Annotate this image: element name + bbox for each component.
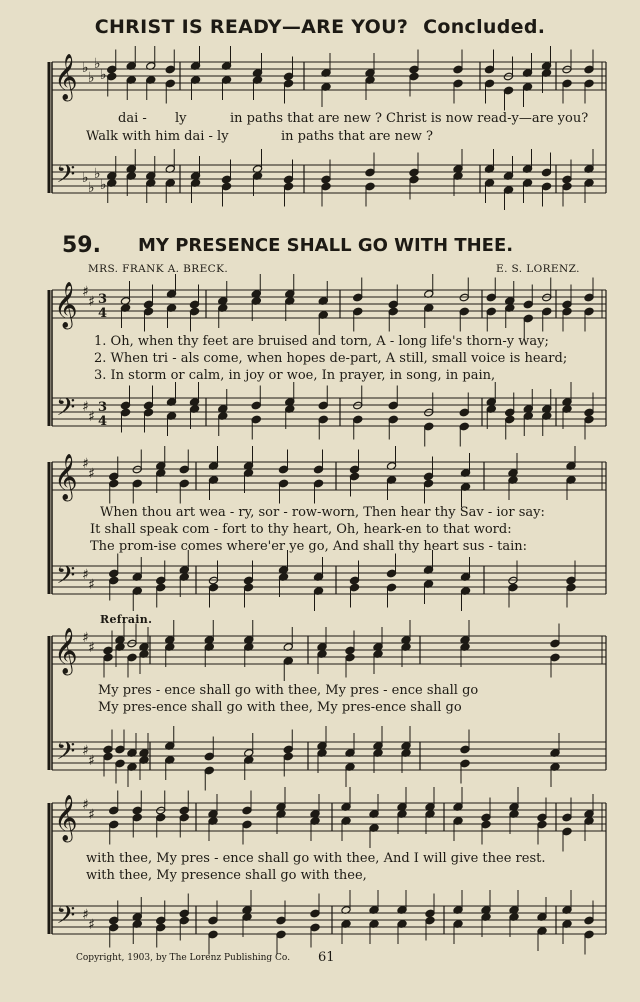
time-signature-icon: 4: [98, 306, 108, 321]
treble-clef-icon: 𝄞: [54, 628, 78, 674]
key-signature-icon: ♯: [88, 409, 95, 425]
verse-1-line-b: When thou art wea - ry, sor - row-worn, Then hear thy Sav - ior say:: [100, 505, 545, 520]
bass-clef-icon: 𝄢: [56, 561, 76, 596]
treble-clef-icon: 𝄞: [54, 54, 78, 100]
lyric-fragment: in paths that are new ?: [281, 129, 433, 144]
time-signature-icon: 4: [98, 414, 108, 429]
key-signature-icon: ♯: [82, 456, 89, 472]
bass-clef-icon: 𝄢: [56, 160, 76, 195]
key-signature-icon: ♯: [88, 466, 95, 482]
key-signature-icon: ♯: [88, 917, 95, 933]
treble-clef-icon: 𝄞: [54, 282, 78, 328]
lyricist-credit: MRS. FRANK A. BRECK.: [88, 263, 229, 275]
key-signature-icon: ♯: [82, 399, 89, 415]
treble-clef-icon: 𝄞: [54, 795, 78, 841]
key-signature-icon: ♯: [82, 907, 89, 923]
key-signature-icon: ♯: [82, 567, 89, 583]
continued-hymn-title: [0, 16, 640, 38]
verse-3-line-a: 3. In storm or calm, in joy or woe, In prayer, in song, in pain,: [94, 368, 496, 383]
key-signature-icon: ♯: [88, 753, 95, 769]
refrain-line-b-1: with thee, My pres - ence shall go with thee, And I will give thee rest.: [86, 851, 546, 866]
key-signature-icon: ♭: [82, 170, 89, 186]
concluded-label: Concluded.: [423, 16, 546, 38]
lyric-fragment: dai -: [118, 111, 147, 126]
key-signature-icon: ♯: [88, 577, 95, 593]
key-signature-icon: ♭: [88, 70, 95, 86]
lyric-fragment: Walk with him dai - ly: [86, 129, 229, 144]
key-signature-icon: ♭: [94, 166, 101, 182]
refrain-line-a-1: My pres - ence shall go with thee, My pres - ence shall go: [98, 683, 479, 698]
bass-clef-icon: 𝄢: [56, 393, 76, 428]
key-signature-icon: ♭: [88, 180, 95, 196]
verse-3-line-b: The prom-ise comes where'er ye go, And shall thy heart sus - tain:: [90, 539, 528, 554]
key-signature-icon: ♯: [82, 284, 89, 300]
refrain-line-a-2: My pres-ence shall go with thee, My pres-ence shall go: [98, 700, 462, 715]
time-signature-icon: 3: [98, 400, 108, 415]
verse-1-line-a: 1. Oh, when thy feet are bruised and torn, A - long life's thorn-y way;: [94, 334, 549, 349]
refrain-label: Refrain.: [100, 613, 153, 626]
key-signature-icon: ♯: [88, 640, 95, 656]
key-signature-icon: ♭: [94, 56, 101, 72]
bass-clef-icon: 𝄢: [56, 901, 76, 936]
verse-2-line-a: 2. When tri - als come, when hopes de-part, A still, small voice is heard;: [94, 351, 568, 366]
key-signature-icon: ♯: [82, 630, 89, 646]
time-signature-icon: 3: [98, 292, 108, 307]
page-number: 61: [318, 950, 335, 965]
lyric-fragment: ly: [175, 111, 187, 126]
key-signature-icon: ♯: [82, 743, 89, 759]
lyric-fragment: Christ is now read-y—are you?: [386, 111, 589, 126]
key-signature-icon: ♯: [88, 807, 95, 823]
hymn-title: MY PRESENCE SHALL GO WITH THEE.: [138, 235, 514, 256]
key-signature-icon: ♭: [100, 177, 107, 193]
treble-clef-icon: 𝄞: [54, 454, 78, 500]
key-signature-icon: ♭: [100, 67, 107, 83]
continued-title-text: CHRIST IS READY—ARE YOU?: [94, 16, 409, 38]
refrain-line-b-2: with thee, My presence shall go with thee,: [86, 868, 367, 883]
key-signature-icon: ♯: [82, 797, 89, 813]
verse-2-line-b: It shall speak com - fort to thy heart, Oh, heark-en to that word:: [90, 522, 512, 537]
copyright-notice: Copyright, 1903, by The Lorenz Publishing Co.: [76, 953, 291, 963]
hymn-number: 59.: [62, 233, 101, 258]
bass-clef-icon: 𝄢: [56, 737, 76, 772]
lyric-fragment: in paths that are new ?: [230, 111, 382, 126]
key-signature-icon: ♯: [88, 294, 95, 310]
key-signature-icon: ♭: [82, 60, 89, 76]
composer-credit: E. S. LORENZ.: [496, 263, 580, 275]
